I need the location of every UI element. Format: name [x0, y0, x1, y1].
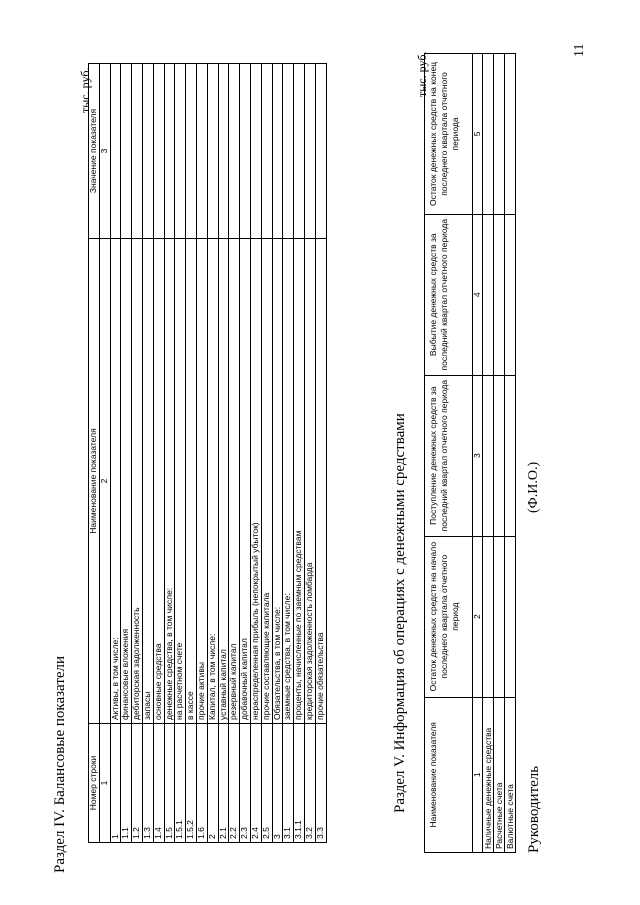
row-cell — [483, 54, 494, 215]
row-number: 1.4 — [153, 724, 164, 843]
row-value — [283, 64, 294, 239]
head-signature-label: Руководитель — [526, 765, 542, 853]
row-number: 1.5 — [164, 724, 175, 843]
header-num-1: 1 — [473, 697, 483, 852]
row-value — [240, 64, 251, 239]
row-number: 2 — [207, 724, 218, 843]
row-cell — [483, 536, 494, 697]
cash-operations-table — [424, 53, 516, 853]
row-number: 3 — [272, 724, 283, 843]
row-value — [196, 64, 207, 239]
table-header-row — [425, 54, 473, 853]
row-value — [132, 64, 143, 239]
row-cell — [494, 214, 505, 375]
table-row — [304, 64, 315, 843]
row-cell — [483, 375, 494, 536]
row-value — [186, 64, 197, 239]
row-cell — [494, 375, 505, 536]
row-number: 1 — [110, 724, 121, 843]
table-row — [283, 64, 294, 843]
row-value — [175, 64, 186, 239]
row-value — [110, 64, 121, 239]
row-name: уставный капитал — [218, 239, 229, 724]
row-name: заемные средства, в том числе: — [283, 239, 294, 724]
row-name: Активы, в том числе: — [110, 239, 121, 724]
table-row — [240, 64, 251, 843]
table-row — [494, 54, 505, 853]
row-value — [315, 64, 326, 239]
header-num-1: 1 — [99, 724, 110, 843]
row-number: 1.2 — [132, 724, 143, 843]
row-number: 2.5 — [261, 724, 272, 843]
row-name: резервный капитал — [229, 239, 240, 724]
row-cell — [505, 54, 516, 215]
table-row — [132, 64, 143, 843]
row-number: 2.2 — [229, 724, 240, 843]
row-name: Валютные счета — [505, 697, 516, 852]
row-number: 1.5.2 — [186, 724, 197, 843]
row-value — [272, 64, 283, 239]
row-value — [294, 64, 305, 239]
table-header-row — [89, 64, 100, 843]
table-row — [315, 64, 326, 843]
header-outflow: Выбытие денежных средств за последний квартал отчетного периода — [425, 214, 473, 375]
header-num-3: 3 — [473, 375, 483, 536]
table-row — [207, 64, 218, 843]
table-row — [505, 54, 516, 853]
header-num-2: 2 — [99, 239, 110, 724]
section5-unit: тыс. руб. — [415, 51, 429, 97]
row-name: кредиторская задолженность ломбарда — [304, 239, 315, 724]
row-name: прочие активы — [196, 239, 207, 724]
row-number: 1.3 — [142, 724, 153, 843]
row-cell — [494, 536, 505, 697]
row-name: Обязательства, в том числе: — [272, 239, 283, 724]
row-name: основные средства — [153, 239, 164, 724]
row-number: 2.4 — [250, 724, 261, 843]
header-inflow: Поступление денежных средств за последний квартал отчетного периода — [425, 375, 473, 536]
header-num-4: 4 — [473, 214, 483, 375]
header-indicator-name: Наименование показателя — [89, 239, 100, 724]
row-number: 1.6 — [196, 724, 207, 843]
page-number: 11 — [572, 43, 587, 57]
row-name: запасы — [142, 239, 153, 724]
row-name: в кассе — [186, 239, 197, 724]
row-number: 1.1 — [121, 724, 132, 843]
table-row — [261, 64, 272, 843]
header-closing-balance: Остаток денежных средств на конец последнего квартала отчетного периода — [425, 54, 473, 215]
table-row — [250, 64, 261, 843]
table-row — [175, 64, 186, 843]
row-number: 3.2 — [304, 724, 315, 843]
row-cell — [505, 214, 516, 375]
row-number: 3.3 — [315, 724, 326, 843]
table-row — [164, 64, 175, 843]
table-header-numbers — [473, 54, 483, 853]
header-num-3: 3 — [99, 64, 110, 239]
header-opening-balance: Остаток денежных средств на начало последнего квартала отчетного период — [425, 536, 473, 697]
table-row — [121, 64, 132, 843]
table-header-numbers — [99, 64, 110, 843]
section4-title: Раздел IV. Балансовые показатели — [52, 655, 68, 873]
row-value — [261, 64, 272, 239]
table-row — [186, 64, 197, 843]
table-row — [294, 64, 305, 843]
row-value — [304, 64, 315, 239]
row-value — [229, 64, 240, 239]
fio-label: (Ф.И.О.) — [526, 461, 541, 513]
row-number: 1.5.1 — [175, 724, 186, 843]
header-row-number: Номер строки — [89, 724, 100, 843]
row-name: прочие обязательства — [315, 239, 326, 724]
row-value — [153, 64, 164, 239]
row-cell — [483, 214, 494, 375]
header-num-5: 5 — [473, 54, 483, 215]
table-row — [218, 64, 229, 843]
row-name: нераспределенная прибыль (непокрытый убыток) — [250, 239, 261, 724]
row-number: 3.1 — [283, 724, 294, 843]
section4-unit: тыс. руб. — [78, 67, 92, 113]
row-name: проценты, начисленные по заемным средствам — [294, 239, 305, 724]
header-num-2: 2 — [473, 536, 483, 697]
table-row — [153, 64, 164, 843]
header-indicator-name: Наименование показателя — [425, 697, 473, 852]
table-row — [483, 54, 494, 853]
section5-title: Раздел V. Информация об операциях с денежными средствами — [392, 413, 408, 813]
balance-indicators-table — [88, 63, 327, 843]
header-indicator-value: Значение показателя — [89, 64, 100, 239]
row-number: 2.3 — [240, 724, 251, 843]
row-value — [164, 64, 175, 239]
table-row — [142, 64, 153, 843]
row-number: 3.1.1 — [294, 724, 305, 843]
row-name: дебиторская задолженность — [132, 239, 143, 724]
row-number: 2.1 — [218, 724, 229, 843]
row-name: Наличные денежные средства — [483, 697, 494, 852]
row-cell — [505, 375, 516, 536]
table-row — [229, 64, 240, 843]
row-name: финансовые вложения — [121, 239, 132, 724]
table-row — [110, 64, 121, 843]
row-name: Капитал, в том числе: — [207, 239, 218, 724]
row-value — [218, 64, 229, 239]
row-name: прочие составляющие капитала — [261, 239, 272, 724]
row-value — [207, 64, 218, 239]
table-row — [272, 64, 283, 843]
row-name: Расчетные счета — [494, 697, 505, 852]
row-value — [250, 64, 261, 239]
table-row — [196, 64, 207, 843]
row-name: добавочный капитал — [240, 239, 251, 724]
row-value — [142, 64, 153, 239]
row-cell — [494, 54, 505, 215]
row-value — [121, 64, 132, 239]
row-name: денежные средства, в том числе: — [164, 239, 175, 724]
row-name: на расчетном счете — [175, 239, 186, 724]
row-cell — [505, 536, 516, 697]
